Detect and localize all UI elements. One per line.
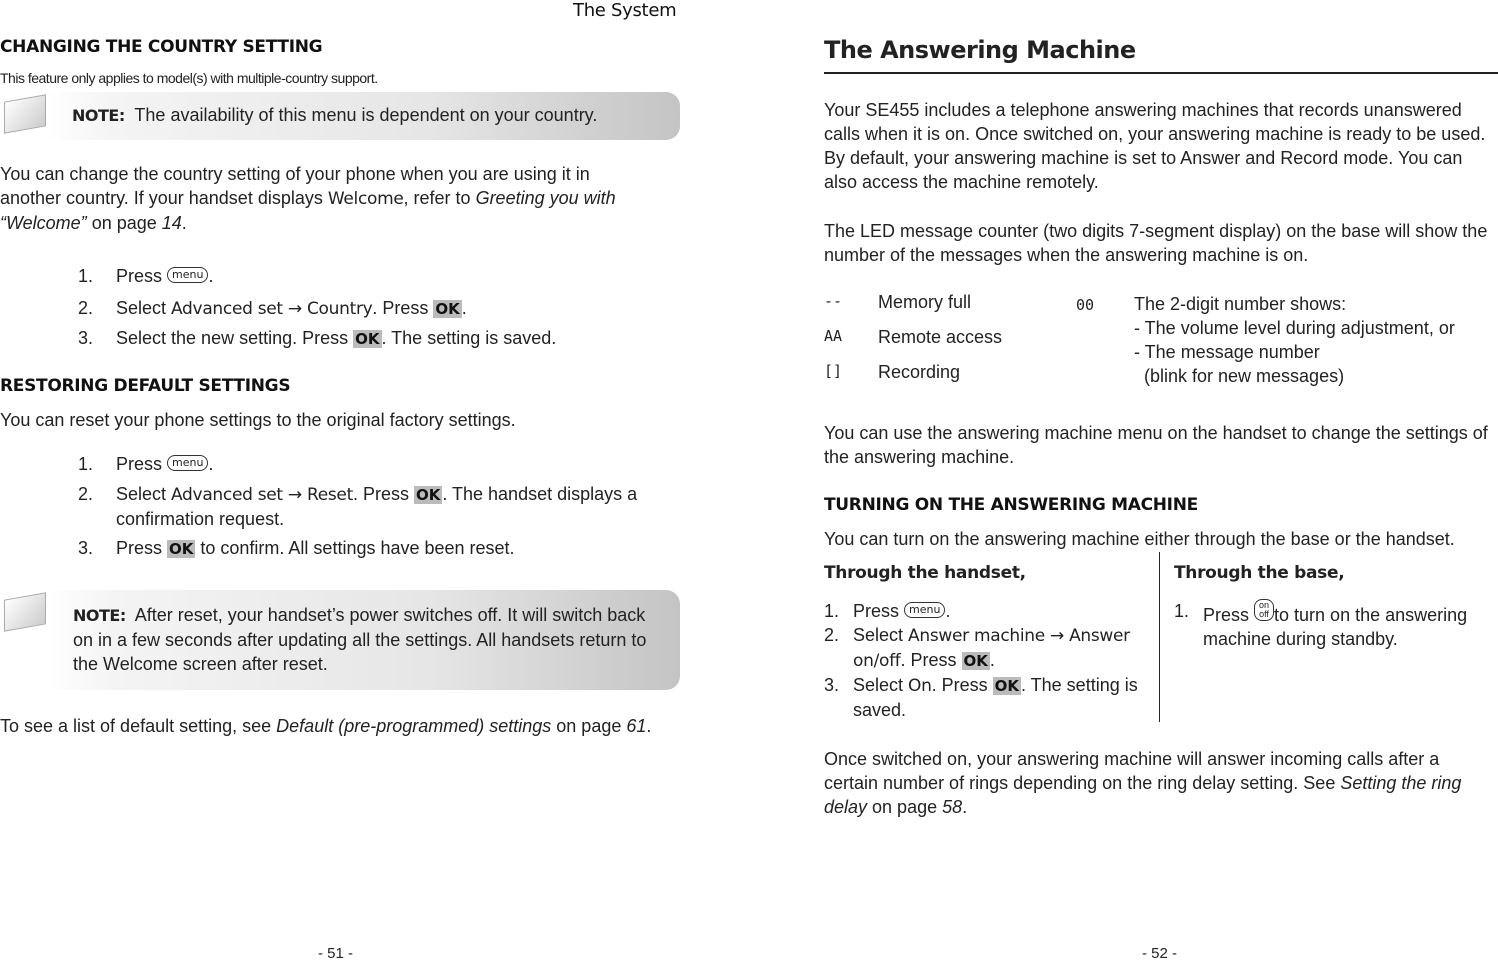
link-default-settings[interactable]: Default (pre-programmed) settings: [276, 716, 552, 736]
base-column: [1174, 561, 1498, 651]
column-title: Through the handset,: [824, 563, 1026, 583]
column-divider: [1159, 552, 1160, 722]
on-off-key-icon: on off: [1254, 599, 1274, 621]
legend-item: [] Recording: [824, 362, 1002, 397]
section-heading: CHANGING THE COUNTRY SETTING: [0, 37, 323, 57]
running-header: The System: [573, 0, 677, 21]
paragraph: You can turn on the answering machine either through the base or the handset.: [824, 529, 1455, 549]
section-subtitle: This feature only applies to model(s) with multiple-country support.: [0, 70, 378, 86]
step: 2. Select Advanced set → Country. Press OK .: [78, 298, 467, 319]
page-number: - 51 -: [318, 945, 354, 962]
note-icon: [4, 592, 46, 631]
step: 2. Select Answer machine → Answer on/off. Press OK .: [824, 625, 1130, 671]
steps-country: [0, 264, 680, 351]
paragraph: Your SE455 includes a telephone answering machines that records unanswered calls when it is on. Once switched on, your answering machine is ready to be used. By default, your answering machine is set to Answer and Record mode. You can also access the machine remotely.: [824, 100, 1486, 192]
step: 3. Press OK to confirm. All settings have been reset.: [78, 538, 515, 558]
note-icon: [4, 94, 46, 133]
page-title: The Answering Machine: [824, 36, 1136, 64]
menu-key-icon: menu: [904, 602, 945, 618]
paragraph: To see a list of default setting, see Default (pre-programmed) settings on page 61.: [0, 716, 652, 736]
link-ring-delay[interactable]: Setting the ring delay: [824, 773, 1462, 817]
counter-description: The 2-digit number shows: - The volume level during adjustment, or - The message number (blink for new messages): [1134, 294, 1455, 386]
ok-key: OK: [169, 540, 194, 558]
legend-item: -- Memory full: [824, 292, 1002, 327]
section-heading: RESTORING DEFAULT SETTINGS: [0, 376, 291, 396]
remote-access-symbol-icon: AA: [824, 327, 843, 345]
note-text: After reset, your handset’s power switches off. It will switch back on in a few seconds after updating all the settings. All handsets return to the Welcome screen after reset.: [73, 605, 647, 674]
ok-key: OK: [435, 300, 460, 318]
menu-key-icon: menu: [167, 267, 208, 283]
step: 1. Press menu .: [824, 601, 951, 621]
recording-symbol-icon: []: [824, 362, 843, 380]
ok-key: OK: [355, 330, 380, 348]
steps-reset: [0, 452, 680, 561]
ok-key: OK: [994, 677, 1019, 695]
section-heading: TURNING ON THE ANSWERING MACHINE: [824, 495, 1198, 515]
memory-full-symbol-icon: --: [824, 292, 843, 310]
note-label: NOTE:: [72, 106, 125, 125]
ok-key: OK: [963, 652, 988, 670]
led-legend: [824, 292, 1002, 397]
legend-item: AA Remote access: [824, 327, 1002, 362]
step: 1. Press menu .: [78, 454, 214, 474]
page-number: - 52 -: [1142, 945, 1178, 962]
step: 3. Select the new setting. Press OK . The setting is saved.: [78, 328, 557, 348]
step: 2. Select Advanced set → Reset. Press OK . The handset displays a confirmation request.: [78, 484, 638, 529]
intro-paragraph: You can change the country setting of your phone when you are using it in another country. If your handset displays Welcome, refer to Greeting you with “Welcome” on page 14.: [0, 164, 616, 233]
column-title: Through the base,: [1174, 563, 1345, 583]
step: 1. Press on off to turn on the answering machine during standby.: [1174, 600, 1468, 649]
note-label: NOTE:: [73, 606, 126, 625]
step: 1. Press menu .: [78, 266, 214, 286]
note-text: The availability of this menu is dependent on your country.: [134, 105, 598, 125]
paragraph: The LED message counter (two digits 7-segment display) on the base will show the number of the messages when the answering machine is on.: [824, 221, 1488, 265]
menu-key-icon: menu: [167, 455, 208, 471]
title-rule: [824, 72, 1498, 74]
paragraph: You can reset your phone settings to the original factory settings.: [0, 410, 516, 430]
link-greeting[interactable]: Greeting you with “Welcome”: [0, 188, 616, 233]
step: 3. Select On. Press OK . The setting is saved.: [824, 675, 1138, 720]
paragraph: Once switched on, your answering machine will answer incoming calls after a certain number of rings depending on the ring delay setting. See Setting the ring delay on page 58.: [824, 749, 1462, 817]
handset-column: [824, 561, 1144, 722]
ok-key: OK: [415, 486, 441, 504]
paragraph: You can use the answering machine menu on the handset to change the settings of the answering machine.: [824, 423, 1488, 467]
counter-symbol-icon: 00: [1076, 296, 1095, 314]
